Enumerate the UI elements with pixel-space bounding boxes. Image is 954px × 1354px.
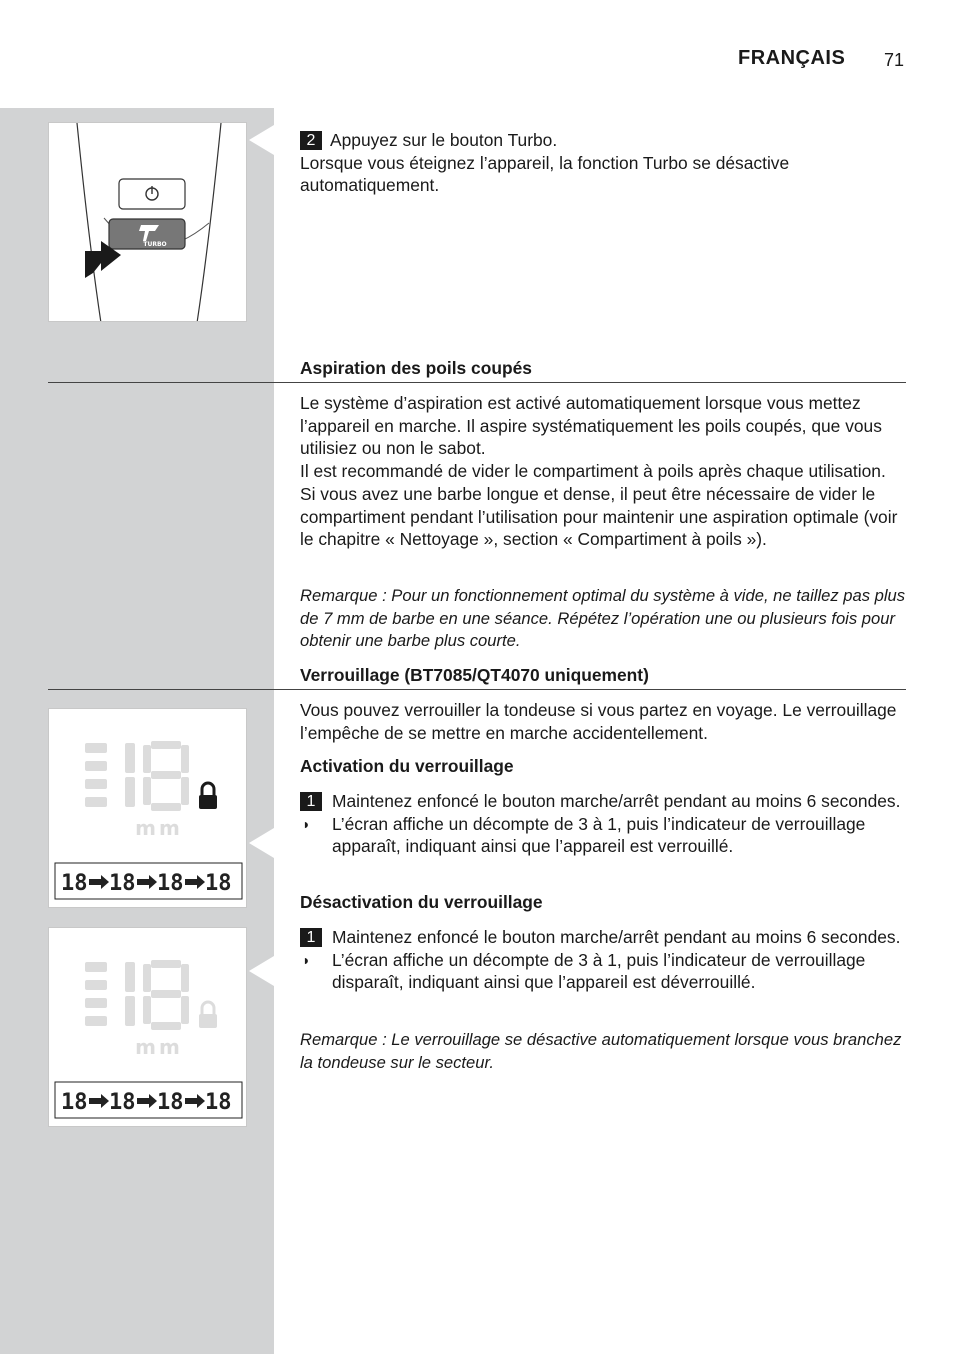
section-divider [48,382,906,383]
display-unlocked-illustration [48,927,247,1127]
deactivation-heading: Désactivation du verrouillage [300,892,543,912]
step-number: 1 [300,792,322,811]
aspiration-para-1: Le système d’aspiration est activé automatiquement lorsque vous mettez l’appareil en marche. Il aspire systématiquement les poils coupés, que vous utilisiez ou non le sabot. [300,393,882,459]
result-text: L’écran affiche un décompte de 3 à 1, puis l’indicateur de verrouillage apparaît, indiquant ainsi que l’appareil est verrouillé. [332,813,866,857]
callout-pointer [249,956,274,986]
aspiration-para-2: Il est recommandé de vider le compartiment à poils après chaque utilisation. Si vous avez une barbe longue et dense, il peut être nécessaire de vider le compartiment pendant l’utilisation pour maintenir une aspiration optimale (voir le chapitre « Nettoyage », section « Compartiment à poils »). [300,461,898,550]
aspiration-note: Remarque : Pour un fonctionnement optimal du système à vide, ne taillez pas plus de 7 mm de barbe en une séance. Répétez l’opération une ou plusieurs fois pour obtenir une barbe plus courte. [300,586,906,651]
lock-intro: Vous pouvez verrouiller la tondeuse si vous partez en voyage. Le verrouillage l’empêche de se mettre en marche accidentellement. [300,700,897,743]
svg-text:18: 18 [61,871,88,896]
svg-text:18: 18 [157,871,184,896]
deactivation-step [300,926,906,949]
svg-text:18: 18 [157,1090,184,1115]
svg-text:18: 18 [109,871,136,896]
lock-icon-faded [199,1002,217,1028]
activation-step [300,790,906,813]
step-title: Appuyez sur le bouton Turbo. [330,130,558,150]
section-language-title: FRANÇAIS [738,47,846,69]
turbo-label: TURBO [143,241,167,248]
section-divider [48,689,906,690]
lock-icon [199,783,217,809]
activation-heading: Activation du verrouillage [300,756,514,776]
lcd-figure-locked [49,709,247,908]
step-text: Maintenez enfoncé le bouton marche/arrêt pendant au moins 6 secondes. [332,791,901,811]
activation-result [300,813,906,858]
turbo-button-illustration [48,122,247,322]
deactivation-result [300,949,906,994]
unit-label: mm [135,816,183,840]
callout-pointer [249,125,274,155]
bullet-icon: ◗ [302,815,311,832]
lock-note: Remarque : Le verrouillage se désactive automatiquement lorsque vous branchez la tondeuse sur le secteur. [300,1030,902,1072]
step-text: Lorsque vous éteignez l’appareil, la fonction Turbo se désactive automatiquement. [300,152,790,196]
svg-text:18: 18 [109,1090,136,1115]
unit-label: mm [135,1035,183,1059]
svg-text:18: 18 [61,1090,88,1115]
aspiration-heading: Aspiration des poils coupés [300,358,532,378]
lock-heading: Verrouillage (BT7085/QT4070 uniquement) [300,665,649,685]
turbo-step [300,129,906,197]
lcd-figure-unlocked [49,928,247,1127]
svg-text:18: 18 [205,1090,232,1115]
step-number: 2 [300,131,322,150]
bullet-icon: ◗ [302,951,311,968]
deactivation-steps [300,926,906,994]
activation-steps [300,790,906,858]
callout-pointer [249,828,274,858]
aspiration-body [300,392,906,551]
display-locked-illustration [48,708,247,908]
result-text: L’écran affiche un décompte de 3 à 1, puis l’indicateur de verrouillage disparaît, indiquant ainsi que l’appareil est déverrouillé. [332,949,866,993]
svg-text:18: 18 [205,871,232,896]
step-number: 1 [300,928,322,947]
page-number: 71 [884,50,905,70]
step-text: Maintenez enfoncé le bouton marche/arrêt pendant au moins 6 secondes. [332,927,901,947]
